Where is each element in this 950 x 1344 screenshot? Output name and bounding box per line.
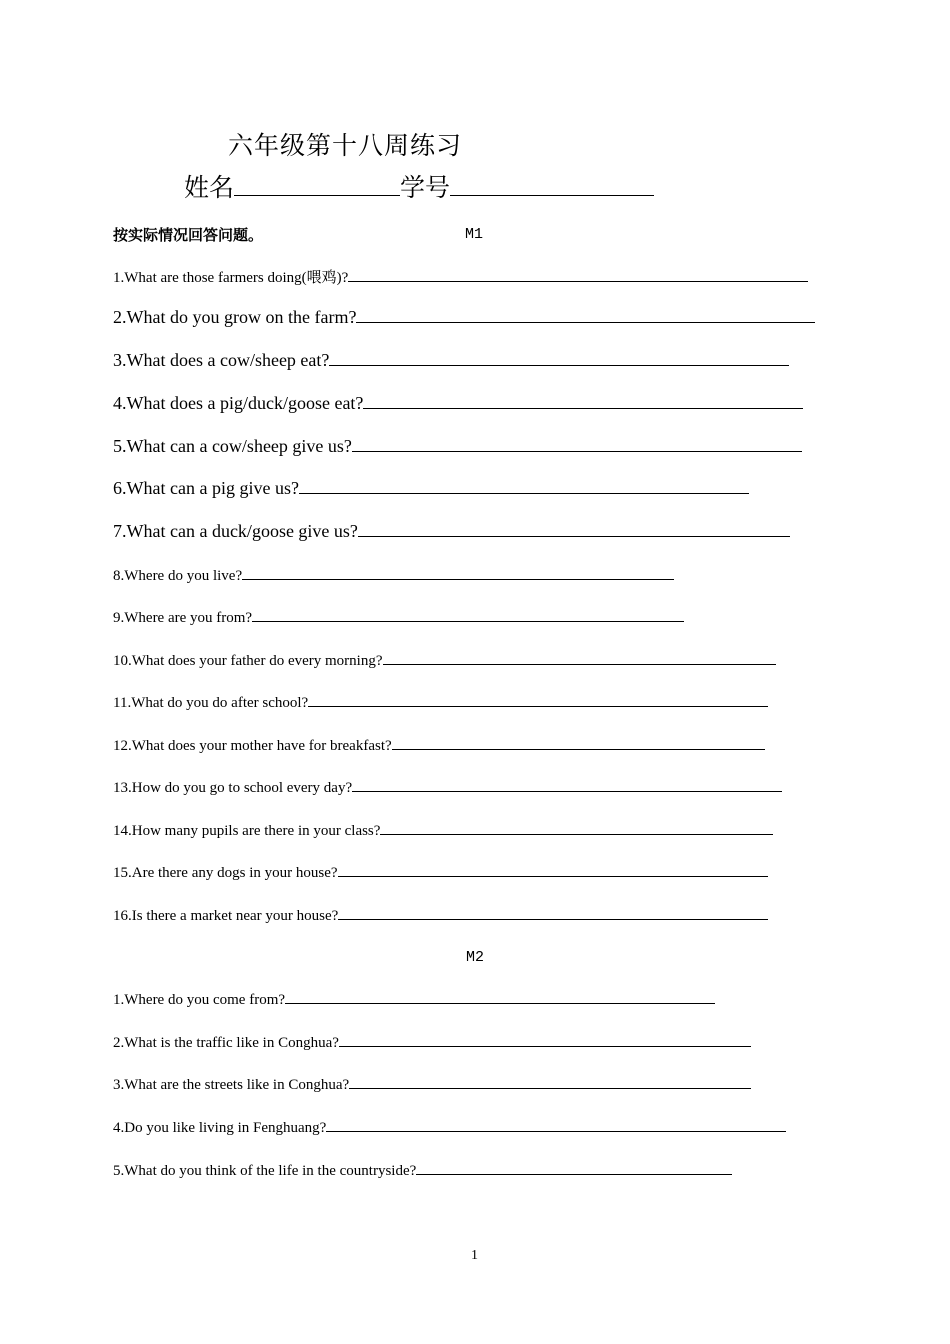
question-text: 9.Where are you from?	[113, 610, 253, 626]
name-blank[interactable]	[234, 171, 400, 196]
question-text: 3.What does a cow/sheep eat?	[113, 350, 330, 370]
question-text: 14.How many pupils are there in your class?	[113, 823, 381, 839]
answer-line[interactable]	[358, 522, 790, 537]
answer-line[interactable]	[329, 351, 789, 366]
question-text: 5.What do you think of the life in the countryside?	[113, 1163, 417, 1179]
question-text: 1.Where do you come from?	[113, 992, 286, 1008]
question-item	[113, 1032, 751, 1052]
question-text: 12.What does your mother have for breakfast?	[113, 738, 392, 754]
answer-line[interactable]	[380, 820, 773, 835]
question-text: 1.What are those farmers doing(喂鸡)?	[113, 270, 349, 286]
section-label-m2: M2	[466, 949, 485, 966]
question-text: 10.What does your father do every morning?	[113, 653, 383, 669]
student-id-label: 学号	[400, 173, 451, 202]
answer-line[interactable]	[352, 437, 802, 452]
answer-line[interactable]	[308, 692, 768, 707]
question-item	[113, 307, 815, 328]
question-item	[113, 521, 790, 542]
question-text: 13.How do you go to school every day?	[113, 780, 353, 796]
answer-line[interactable]	[352, 777, 782, 792]
answer-line[interactable]	[252, 607, 684, 622]
question-item	[113, 650, 776, 670]
question-text: 6.What can a pig give us?	[113, 478, 299, 498]
answer-line[interactable]	[299, 479, 749, 494]
question-text: 4.What does a pig/duck/goose eat?	[113, 393, 364, 413]
student-id-blank[interactable]	[450, 171, 654, 196]
question-item	[113, 393, 803, 414]
section-label-m1: M1	[465, 226, 484, 243]
question-text: 3.What are the streets like in Conghua?	[113, 1077, 350, 1093]
answer-line[interactable]	[285, 989, 715, 1004]
answer-line[interactable]	[349, 1074, 751, 1089]
answer-line[interactable]	[339, 1032, 751, 1047]
question-text: 7.What can a duck/goose give us?	[113, 521, 358, 541]
question-item	[113, 735, 765, 755]
answer-line[interactable]	[338, 862, 768, 877]
question-item	[113, 436, 802, 457]
instruction-text: 按实际情况回答问题。	[113, 226, 264, 244]
question-item	[113, 1074, 751, 1094]
answer-line[interactable]	[338, 905, 768, 920]
question-item	[113, 989, 715, 1009]
question-item	[113, 565, 674, 585]
question-item	[113, 1160, 732, 1180]
answer-line[interactable]	[356, 308, 815, 323]
answer-line[interactable]	[326, 1117, 786, 1132]
answer-line[interactable]	[242, 565, 674, 580]
question-text: 4.Do you like living in Fenghuang?	[113, 1120, 327, 1136]
answer-line[interactable]	[363, 394, 803, 409]
question-item	[113, 266, 808, 287]
question-text: 16.Is there a market near your house?	[113, 908, 339, 924]
page-number: 1	[471, 1248, 478, 1263]
question-item	[113, 1117, 786, 1137]
question-item	[113, 862, 768, 882]
question-text: 11.What do you do after school?	[113, 695, 309, 711]
answer-line[interactable]	[392, 735, 765, 750]
question-text: 8.Where do you live?	[113, 568, 243, 584]
answer-line[interactable]	[416, 1160, 732, 1175]
question-item	[113, 692, 768, 712]
question-text: 2.What do you grow on the farm?	[113, 307, 357, 327]
question-text: 5.What can a cow/sheep give us?	[113, 436, 352, 456]
name-label: 姓名	[184, 173, 235, 202]
question-item	[113, 607, 684, 627]
question-item	[113, 820, 773, 840]
answer-line[interactable]	[383, 650, 776, 665]
question-text: 15.Are there any dogs in your house?	[113, 865, 338, 881]
name-id-row	[184, 168, 654, 204]
page-title: 六年级第十八周练习	[228, 131, 463, 160]
answer-line[interactable]	[348, 267, 808, 282]
question-text: 2.What is the traffic like in Conghua?	[113, 1035, 339, 1051]
question-item	[113, 905, 768, 925]
question-item	[113, 478, 749, 499]
question-item	[113, 777, 782, 797]
question-item	[113, 350, 789, 371]
